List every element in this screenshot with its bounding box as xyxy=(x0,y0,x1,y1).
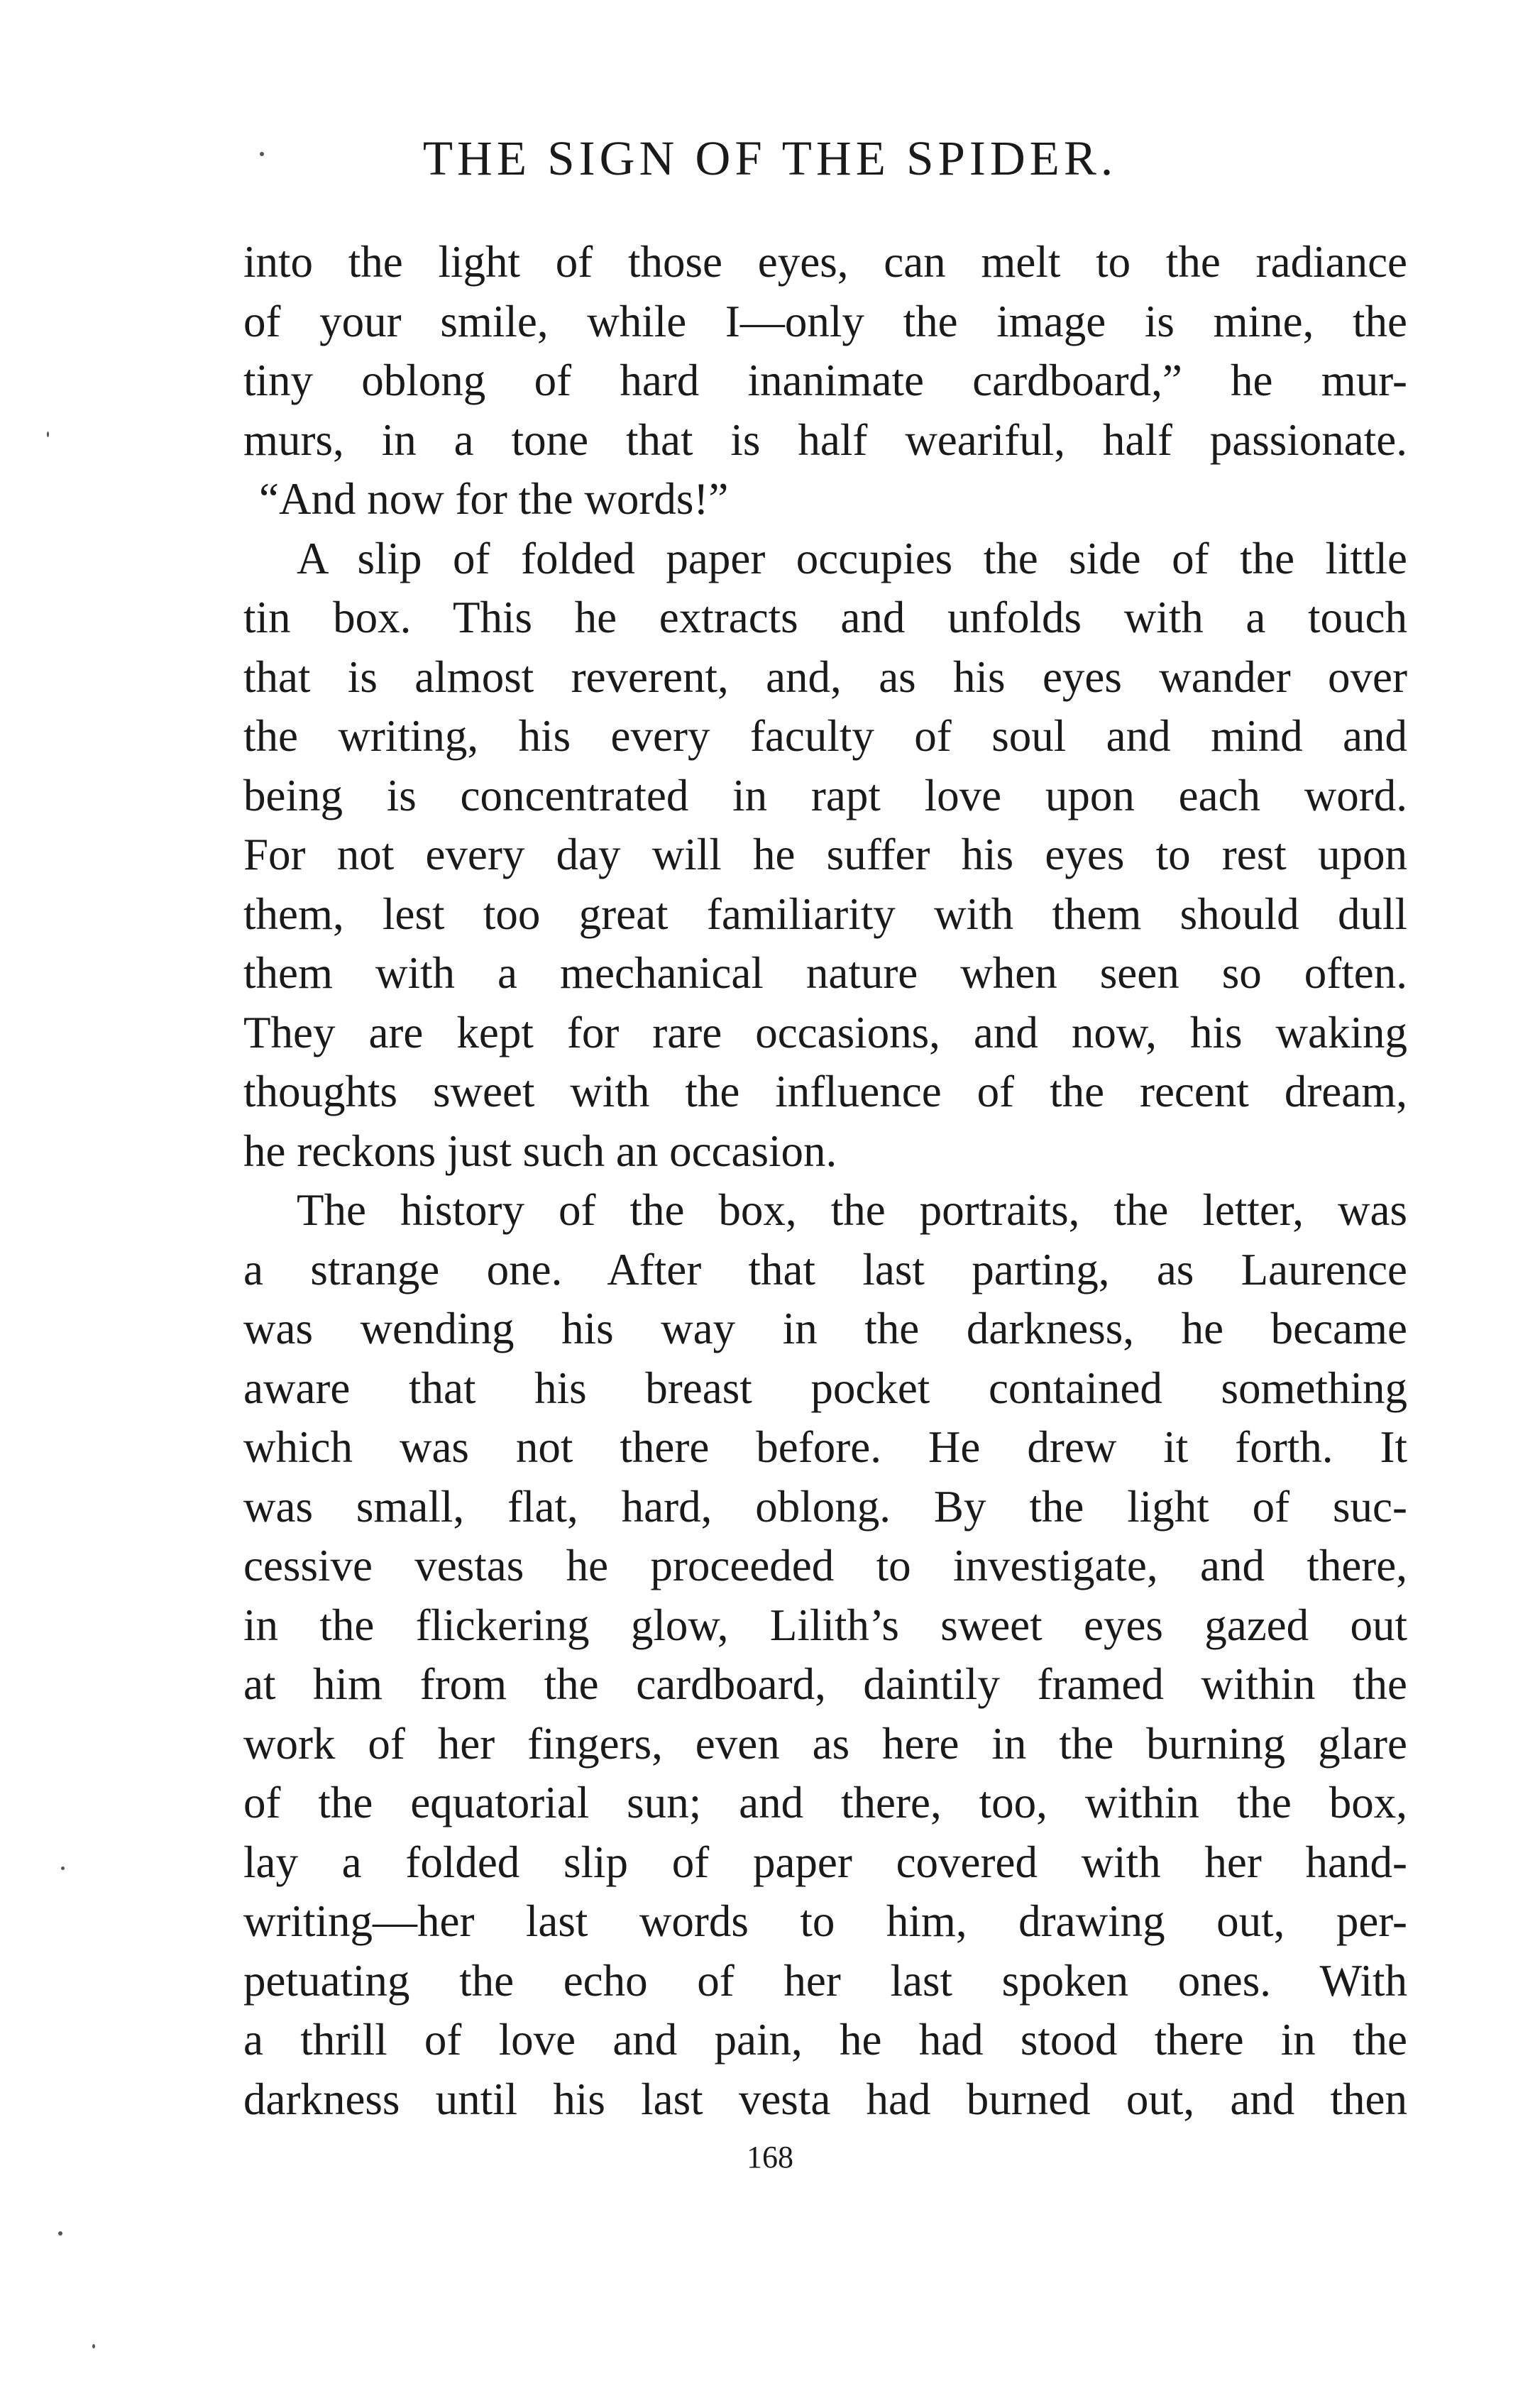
text-line: a thrill of love and pain, he had stood there in the xyxy=(243,2015,1407,2065)
text-line: tin box. This he extracts and unfolds with a touch xyxy=(243,593,1407,642)
text-line: thoughts sweet with the influence of the recent dream, xyxy=(243,1067,1407,1116)
text-line: darkness until his last vesta had burned out, and then xyxy=(243,2074,1407,2124)
text-line: that is almost reverent, and, as his eyes wander over xyxy=(243,652,1407,702)
print-speck xyxy=(92,2344,95,2348)
text-line: them, lest too great familiarity with them should dull xyxy=(243,889,1407,939)
running-title: THE SIGN OF THE SPIDER. xyxy=(422,131,1118,185)
text-line: being is concentrated in rapt love upon each word. xyxy=(243,770,1407,820)
text-line: of your smile, while I—only the image is mine, the xyxy=(243,296,1407,346)
text-line: They are kept for rare occasions, and now, his waking xyxy=(243,1007,1407,1057)
print-speck xyxy=(58,2231,62,2236)
text-line: at him from the cardboard, daintily framed within the xyxy=(243,1659,1407,1709)
text-line: A slip of folded paper occupies the side of the little xyxy=(297,533,1407,583)
text-line: was small, flat, hard, oblong. By the light of suc- xyxy=(243,1481,1407,1532)
text-line: aware that his breast pocket contained something xyxy=(243,1363,1407,1413)
text-line: work of her fingers, even as here in the burning glare xyxy=(243,1718,1407,1769)
text-line: into the light of those eyes, can melt to the radiance xyxy=(243,237,1407,287)
text-line: The history of the box, the portraits, the letter, was xyxy=(297,1185,1407,1235)
text-line: tiny oblong of hard inanimate cardboard,” he mur- xyxy=(243,356,1407,405)
text-line: was wending his way in the darkness, he became xyxy=(243,1304,1407,1353)
text-line: writing—her last words to him, drawing out, per- xyxy=(243,1896,1407,1946)
text-line: “And now for the words!” xyxy=(259,474,729,524)
text-line: For not every day will he suffer his eyes to rest upon xyxy=(243,830,1407,879)
print-speck xyxy=(61,1867,65,1870)
text-line: the writing, his every faculty of soul and mind and xyxy=(243,711,1407,761)
body-text xyxy=(243,233,1407,2129)
text-line: in the flickering glow, Lilith’s sweet eyes gazed out xyxy=(243,1600,1407,1650)
text-line: which was not there before. He drew it forth. It xyxy=(243,1422,1407,1472)
page-number: 168 xyxy=(747,2140,793,2175)
text-line: he reckons just such an occasion. xyxy=(243,1126,837,1176)
text-line: lay a folded slip of paper covered with her hand- xyxy=(243,1837,1407,1887)
text-line: of the equatorial sun; and there, too, within the box, xyxy=(243,1778,1407,1827)
text-line: cessive vestas he proceeded to investigate, and there, xyxy=(243,1541,1407,1590)
text-line: petuating the echo of her last spoken ones. With xyxy=(243,1955,1407,2006)
text-line: a strange one. After that last parting, as Laurence xyxy=(243,1244,1407,1294)
print-speck xyxy=(47,431,49,437)
text-line: them with a mechanical nature when seen so often. xyxy=(243,948,1407,998)
text-line: murs, in a tone that is half weariful, half passionate. xyxy=(243,414,1407,465)
